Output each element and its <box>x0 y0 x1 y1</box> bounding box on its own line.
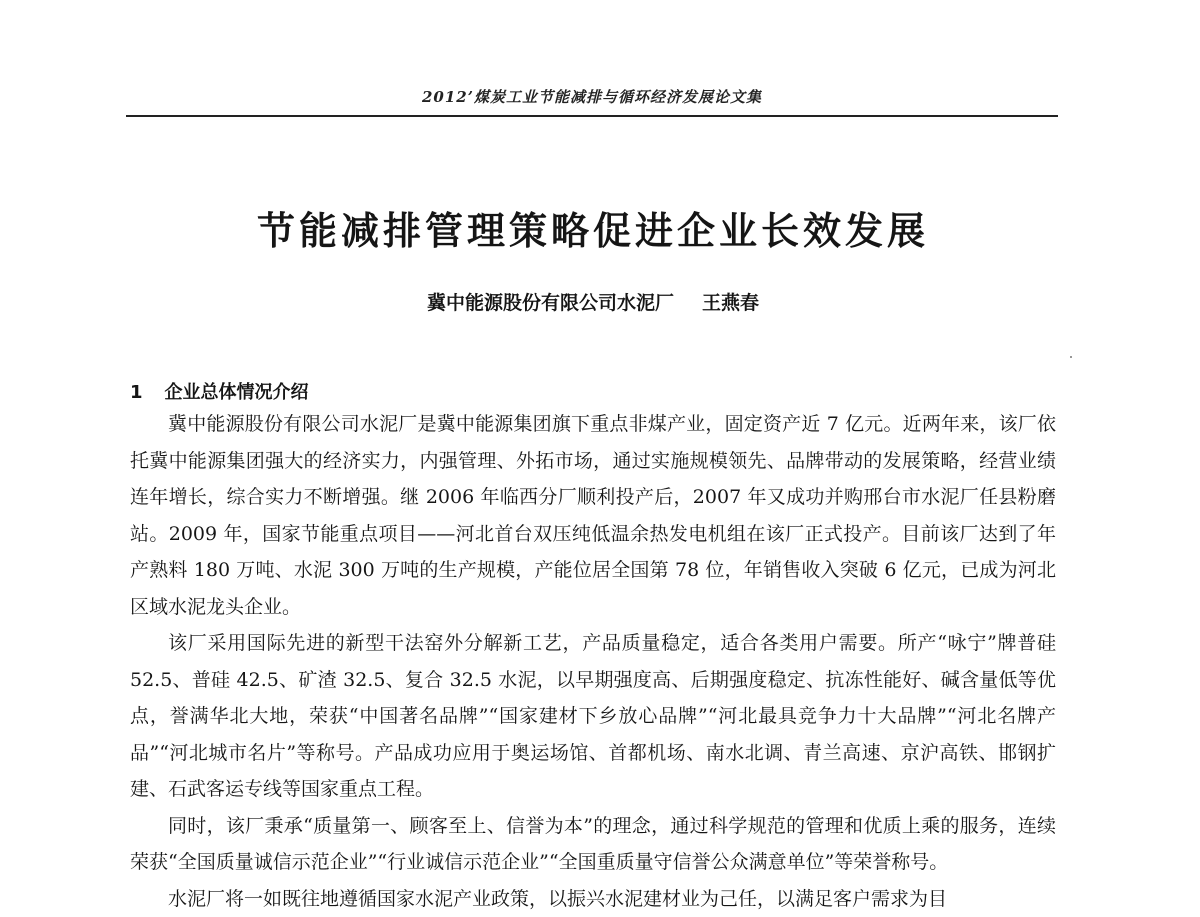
section-number: 1 <box>130 382 143 403</box>
header-rule <box>126 115 1058 117</box>
paragraph: 同时，该厂秉承“质量第一、顾客至上、信誉为本”的理念，通过科学规范的管理和优质上乘的服务，连续荣获“全国质量诚信示范企业”“行业诚信示范企业”“全国重质量守信誉公众满意单位”等荣誉称号。 <box>130 814 1056 873</box>
section-title: 企业总体情况介绍 <box>164 382 309 403</box>
section-heading <box>130 378 309 404</box>
body-text <box>130 406 1056 917</box>
paragraph: 该厂采用国际先进的新型干法窑外分解新工艺，产品质量稳定，适合各类用户需要。所产“咏宁”牌普硅 52.5、普硅 42.5、矿渣 32.5、复合 32.5 水泥，以早期强度高、后期强度稳定、抗冻性能好、碱含量低等优点，誉满华北大地，荣获“中国著名品牌”“国家建材下乡放心品牌”“河北最具竞争力十大品牌”“河北名牌产品”“河北城市名片”等称号。产品成功应用于奥运场馆、首都机场、南水北调、青兰高速、京沪高铁、邯钢扩建、石武客运专线等国家重点工程。 <box>130 632 1056 800</box>
author-name: 王燕春 <box>702 292 760 314</box>
paper-title: 节能减排管理策略促进企业长效发展 <box>256 209 929 253</box>
paragraph: 水泥厂将一如既往地遵循国家水泥产业政策，以振兴水泥建材业为己任，以满足客户需求为目 <box>168 887 948 910</box>
running-header: 2012’煤炭工业节能减排与循环经济发展论文集 <box>422 88 762 106</box>
paragraph: 冀中能源股份有限公司水泥厂是冀中能源集团旗下重点非煤产业，固定资产近 7 亿元。近两年来，该厂依托冀中能源集团强大的经济实力，内强管理、外拓市场，通过实施规模领先、品牌带动的发展策略，经营业绩连年增长，综合实力不断增强。继 2006 年临西分厂顺利投产后，2007 年又成功并购邢台市水泥厂任县粉磨站。2009 年，国家节能重点项目——河北首台双压纯低温余热发电机组在该厂正式投产。目前该厂达到了年产熟料 180 万吨、水泥 300 万吨的生产规模，产能位居全国第 78 位，年销售收入突破 6 亿元，已成为河北区域水泥龙头企业。 <box>130 413 1056 618</box>
author-affiliation: 冀中能源股份有限公司水泥厂 <box>426 292 674 314</box>
scan-speck <box>1070 356 1072 358</box>
byline <box>0 288 1186 315</box>
